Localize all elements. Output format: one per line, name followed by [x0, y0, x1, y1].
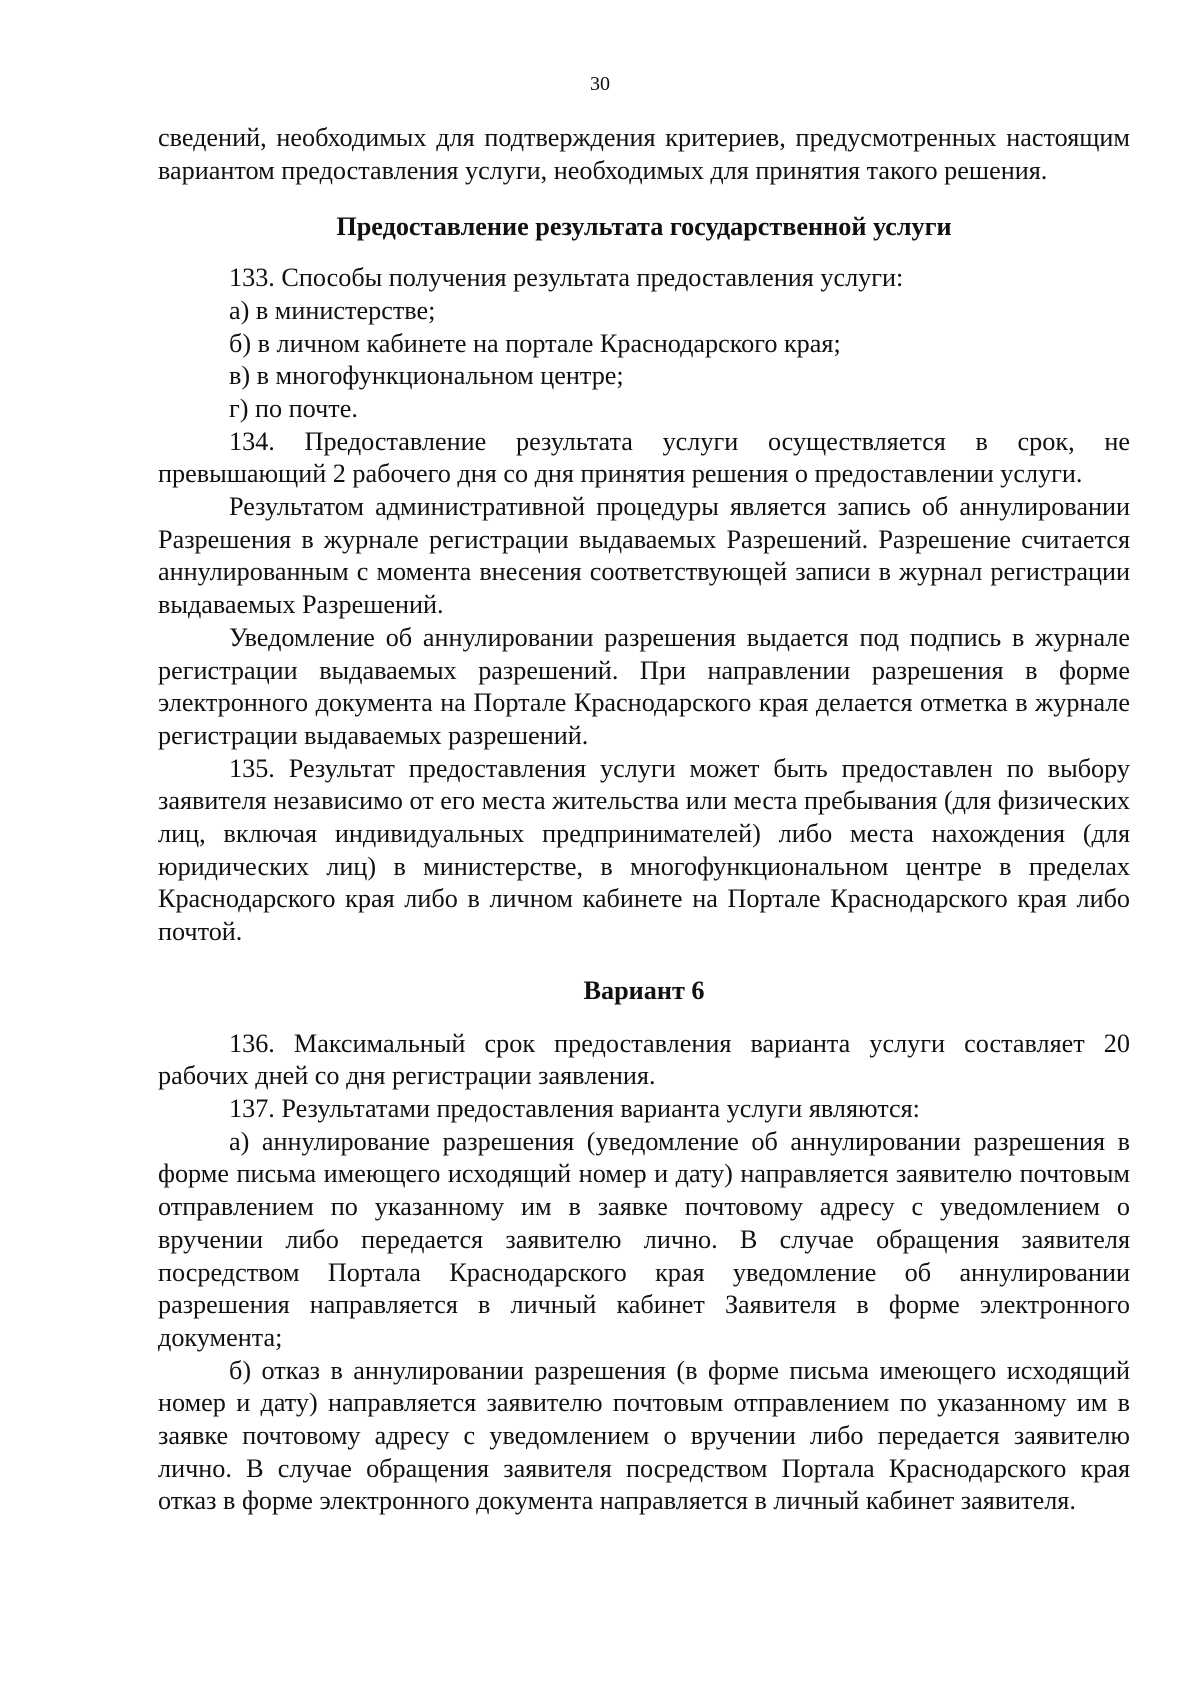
list-item-133b: б) в личном кабинете на портале Краснодарского края;: [229, 328, 841, 358]
list-item-133d: г) по почте.: [229, 393, 358, 423]
section-heading-result: Предоставление результата государственной услуги: [336, 212, 952, 242]
paragraph-134-result: Результатом административной процедуры является запись об аннулировании Разрешения в журнале регистрации выдаваемых Разрешений. Разрешение считается аннулированным с момента внесения соответствующей записи в журнал регистрации выдаваемых Разрешений.: [158, 492, 1130, 620]
paragraph-137: 137. Результатами предоставления варианта услуги являются:: [229, 1093, 920, 1123]
paragraph-135: 135. Результат предоставления услуги может быть предоставлен по выбору заявителя независимо от его места жительства или места пребывания (для физических лиц, включая индивидуальных предпринимателей) либо места нахождения (для юридических лиц) в министерстве, в многофункциональном центре в пределах Краснодарского края либо в личном кабинете на Портале Краснодарского края либо почтой.: [158, 753, 1130, 947]
document-body: [158, 122, 1130, 1518]
list-item-137b: б) отказ в аннулировании разрешения (в форме письма имеющего исходящий номер и дату) направляется заявителю почтовым отправлением по указанному им в заявке почтовому адресу с уведомлением о вручении либо передается заявителю лично. В случае обращения заявителя посредством Портала Краснодарского края отказ в форме электронного документа направляется в личный кабинет заявителя.: [158, 1355, 1130, 1516]
paragraph-134: 134. Предоставление результата услуги осуществляется в срок, не превышающий 2 рабочего дня со дня принятия решения о предоставлении услуги.: [158, 426, 1130, 489]
paragraph-136: 136. Максимальный срок предоставления варианта услуги составляет 20 рабочих дней со дня регистрации заявления.: [158, 1028, 1130, 1091]
list-item-133c: в) в многофункциональном центре;: [229, 361, 624, 391]
page-number: 30: [590, 73, 610, 95]
section-heading-variant-6: Вариант 6: [583, 975, 705, 1005]
paragraph-133: 133. Способы получения результата предоставления услуги:: [229, 263, 904, 293]
paragraph-continuation: сведений, необходимых для подтверждения критериев, предусмотренных настоящим вариантом предоставления услуги, необходимых для принятия такого решения.: [158, 123, 1130, 185]
paragraph-134-notice: Уведомление об аннулировании разрешения выдается под подпись в журнале регистрации выдаваемых разрешений. При направлении разрешения в форме электронного документа на Портале Краснодарского края делается отметка в журнале регистрации выдаваемых разрешений.: [158, 622, 1130, 750]
list-item-137a: а) аннулирование разрешения (уведомление об аннулировании разрешения в форме письма имеющего исходящий номер и дату) направляется заявителю почтовым отправлением по указанному им в заявке почтовому адресу с уведомлением о вручении либо передается заявителю лично. В случае обращения заявителя посредством Портала Краснодарского края уведомление об аннулировании разрешения направляется в личный кабинет Заявителя в форме электронного документа;: [158, 1126, 1130, 1352]
list-item-133a: а) в министерстве;: [229, 295, 436, 325]
